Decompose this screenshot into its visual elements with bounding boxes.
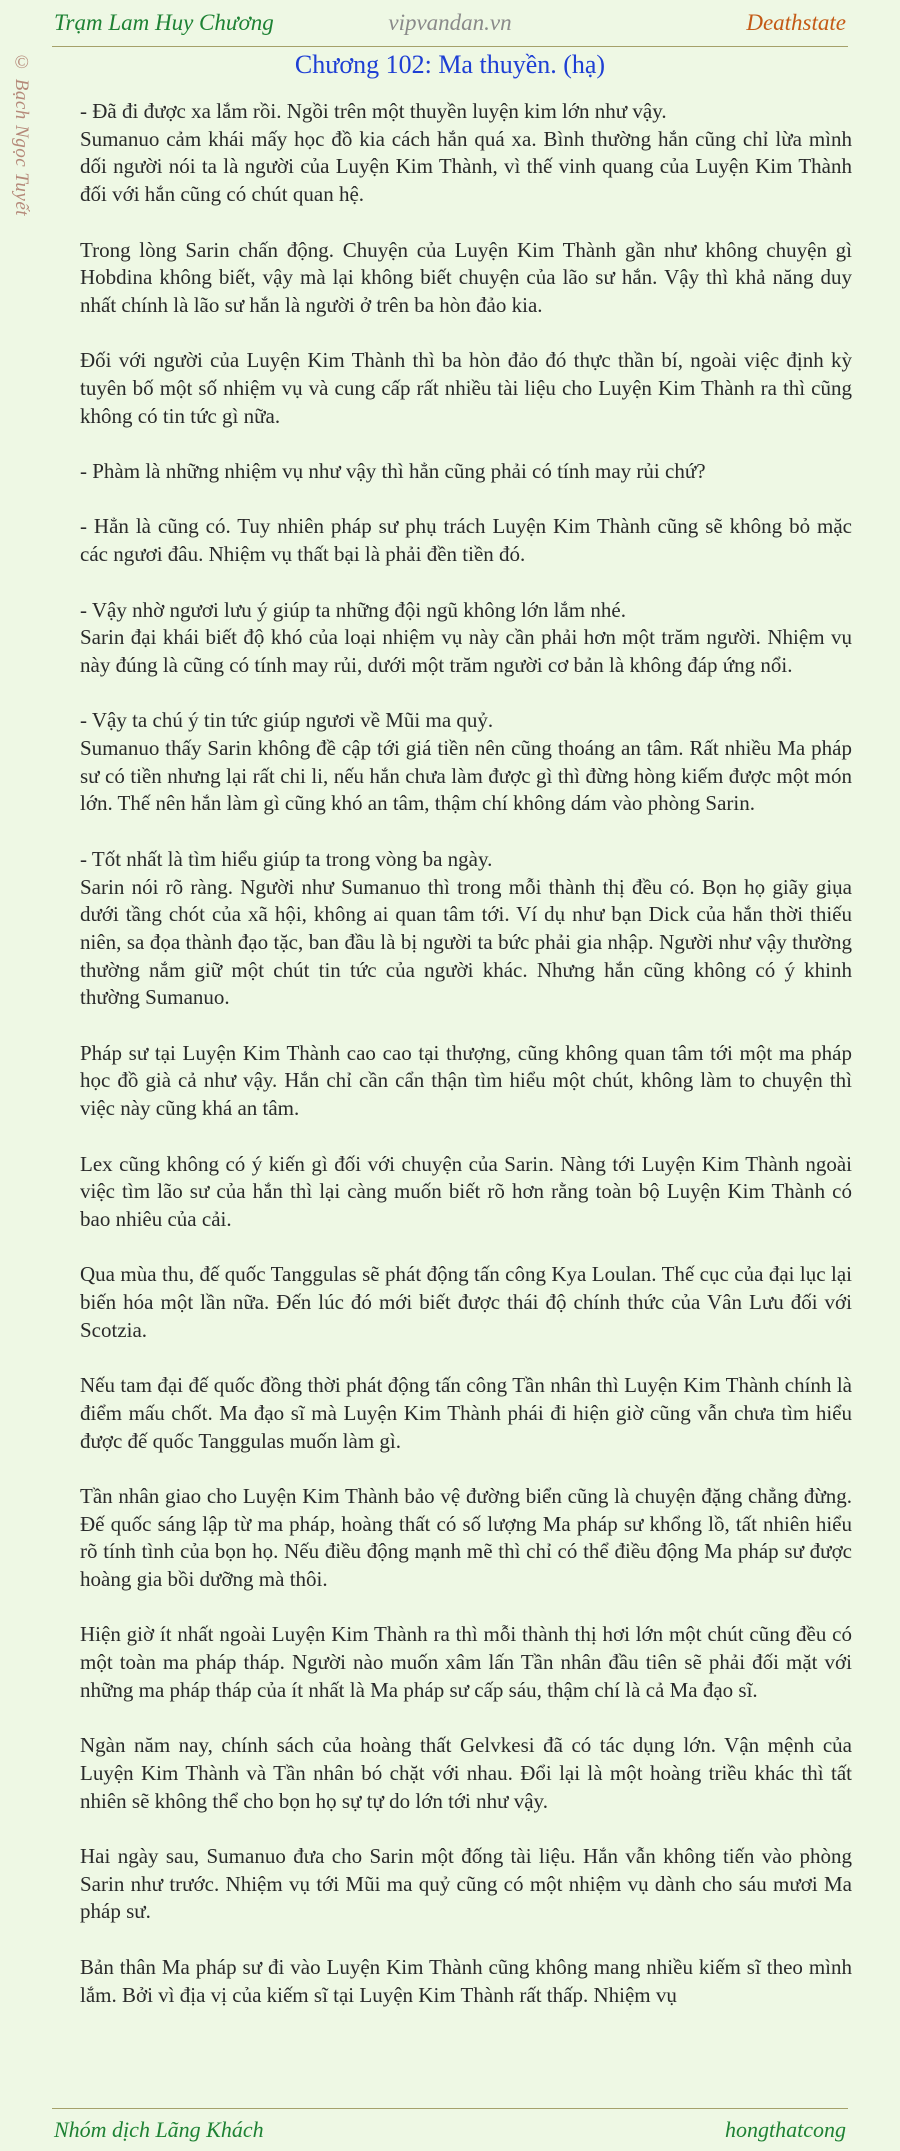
- paragraph: Đối với người của Luyện Kim Thành thì ba hòn đảo đó thực thần bí, ngoài việc định kỳ tuyên bố một số nhiệm vụ và cung cấp rất nhiều tài liệu cho Luyện Kim Thành ra thì cũng không có tin tức gì nữa.: [80, 348, 852, 428]
- paragraph: Qua mùa thu, đế quốc Tanggulas sẽ phát động tấn công Kya Loulan. Thế cục của đại lục lại biến hóa một lần nữa. Đến lúc đó mới biết được thái độ chính thức của Vân Lưu đối với Scotzia.: [80, 1262, 852, 1342]
- paragraph: Pháp sư tại Luyện Kim Thành cao cao tại thượng, cũng không quan tâm tới một ma pháp học đồ già cả như vậy. Hắn chỉ cần cẩn thận tìm hiểu một chút, không làm to chuyện thì việc này cũng khá an tâm.: [80, 1040, 852, 1121]
- header-book-title: Trạm Lam Huy Chương: [54, 10, 274, 35]
- chapter-body: [80, 98, 852, 2040]
- paragraph: Lex cũng không có ý kiến gì đối với chuyện của Sarin. Nàng tới Luyện Kim Thành ngoài việc tìm lão sư của hắn thì lại càng muốn biết rõ hơn rằng toàn bộ Luyện Kim Thành có bao nhiêu của cải.: [80, 1151, 852, 1231]
- paragraph: - Vậy ta chú ý tin tức giúp ngươi về Mũi ma quỷ.: [80, 708, 494, 733]
- side-watermark: © Bạch Ngọc Tuyết: [11, 52, 32, 217]
- paragraph: - Đã đi được xa lắm rồi. Ngồi trên một thuyền luyện kim lớn như vậy.: [80, 99, 667, 123]
- page-header: [52, 0, 848, 47]
- paragraph: - Phàm là những nhiệm vụ như vậy thì hẳn cũng phải có tính may rủi chứ?: [80, 459, 706, 484]
- paragraph: - Hẳn là cũng có. Tuy nhiên pháp sư phụ trách Luyện Kim Thành cũng sẽ không bỏ mặc các ngươi đâu. Nhiệm vụ thất bại là phải đền tiền đó.: [80, 514, 852, 567]
- page-footer: [52, 2108, 848, 2151]
- header-author: Deathstate: [746, 10, 846, 35]
- header-website: vipvandan.vn: [388, 10, 512, 35]
- paragraph: Bản thân Ma pháp sư đi vào Luyện Kim Thành cũng không mang nhiều kiếm sĩ theo mình lắm. Bởi vì địa vị của kiếm sĩ tại Luyện Kim Thành rất thấp. Nhiệm vụ: [80, 1954, 852, 2007]
- paragraph: - Vậy nhờ ngươi lưu ý giúp ta những đội ngũ không lớn lắm nhé.: [80, 597, 626, 622]
- paragraph: Trong lòng Sarin chấn động. Chuyện của Luyện Kim Thành gần như không chuyện gì Hobdina không biết, vậy mà lại không biết chuyện của lão sư hắn. Vậy thì khả năng duy nhất chính là lão sư hắn là người ở trên ba hòn đảo kia.: [80, 237, 852, 317]
- chapter-title: Chương 102: Ma thuyền. (hạ): [294, 50, 606, 79]
- footer-translator-group: Nhóm dịch Lãng Khách: [54, 2117, 264, 2142]
- paragraph: Nếu tam đại đế quốc đồng thời phát động tấn công Tần nhân thì Luyện Kim Thành chính là điểm mấu chốt. Ma đạo sĩ mà Luyện Kim Thành phái đi hiện giờ cũng vẫn chưa tìm hiểu được đế quốc Tanggulas muốn làm gì.: [80, 1373, 852, 1453]
- paragraph: Hai ngày sau, Sumanuo đưa cho Sarin một đống tài liệu. Hắn vẫn không tiến vào phòng Sarin như trước. Nhiệm vụ tới Mũi ma quỷ cũng có một nhiệm vụ dành cho sáu mươi Ma pháp sư.: [80, 1844, 852, 1924]
- paragraph: Sarin nói rõ ràng. Người như Sumanuo thì trong mỗi thành thị đều có. Bọn họ giãy giụa dưới tầng chót của xã hội, không ai quan tâm tới. Ví dụ như bạn Dick của hắn thời thiếu niên, sa đọa thành đạo tặc, ban đầu là bị người ta bức phải gia nhập. Người như vậy thường thường nắm giữ một chút tin tức của người khác. Nhưng hắn cũng không có ý khinh thường Sumanuo.: [80, 874, 852, 1010]
- paragraph: Sumanuo thấy Sarin không đề cập tới giá tiền nên cũng thoáng an tâm. Rất nhiều Ma pháp sư có tiền nhưng lại rất chi li, nếu hắn chưa làm được gì thì đừng hòng kiếm được một món lớn. Thế nên hắn làm gì cũng khó an tâm, thậm chí không dám vào phòng Sarin.: [80, 736, 852, 816]
- paragraph: Sumanuo cảm khái mấy học đồ kia cách hắn quá xa. Bình thường hắn cũng chỉ lừa mình dối người nói ta là người của Luyện Kim Thành, vì thế vinh quang của Luyện Kim Thành đối với hắn cũng có chút quan hệ.: [80, 126, 852, 207]
- footer-editor: hongthatcong: [725, 2117, 846, 2142]
- paragraph: - Tốt nhất là tìm hiểu giúp ta trong vòng ba ngày.: [80, 846, 493, 871]
- paragraph: Tần nhân giao cho Luyện Kim Thành bảo vệ đường biển cũng là chuyện đặng chẳng đừng. Đế quốc sáng lập từ ma pháp, hoàng thất có số lượng Ma pháp sư khổng lồ, tất nhiên hiểu rõ tính tình của bọn họ. Nếu điều động mạnh mẽ thì chỉ có thể điều động Ma pháp sư được hoàng gia bồi dưỡng mà thôi.: [80, 1483, 852, 1592]
- paragraph: Ngàn năm nay, chính sách của hoàng thất Gelvkesi đã có tác dụng lớn. Vận mệnh của Luyện Kim Thành và Tần nhân bó chặt với nhau. Đổi lại là một hoàng triều khác thì tất nhiên sẽ không thể cho bọn họ sự tự do lớn tới như vậy.: [80, 1733, 852, 1813]
- paragraph: Hiện giờ ít nhất ngoài Luyện Kim Thành ra thì mỗi thành thị hơi lớn một chút cũng đều có một toàn ma pháp tháp. Người nào muốn xâm lấn Tần nhân đầu tiên sẽ phải đối mặt với những ma pháp tháp của ít nhất là Ma pháp sư cấp sáu, thậm chí là cả Ma đạo sĩ.: [80, 1622, 852, 1702]
- paragraph: Sarin đại khái biết độ khó của loại nhiệm vụ này cần phải hơn một trăm người. Nhiệm vụ này đúng là cũng có tính may rủi, dưới một trăm người cơ bản là không đáp ứng nổi.: [80, 625, 852, 677]
